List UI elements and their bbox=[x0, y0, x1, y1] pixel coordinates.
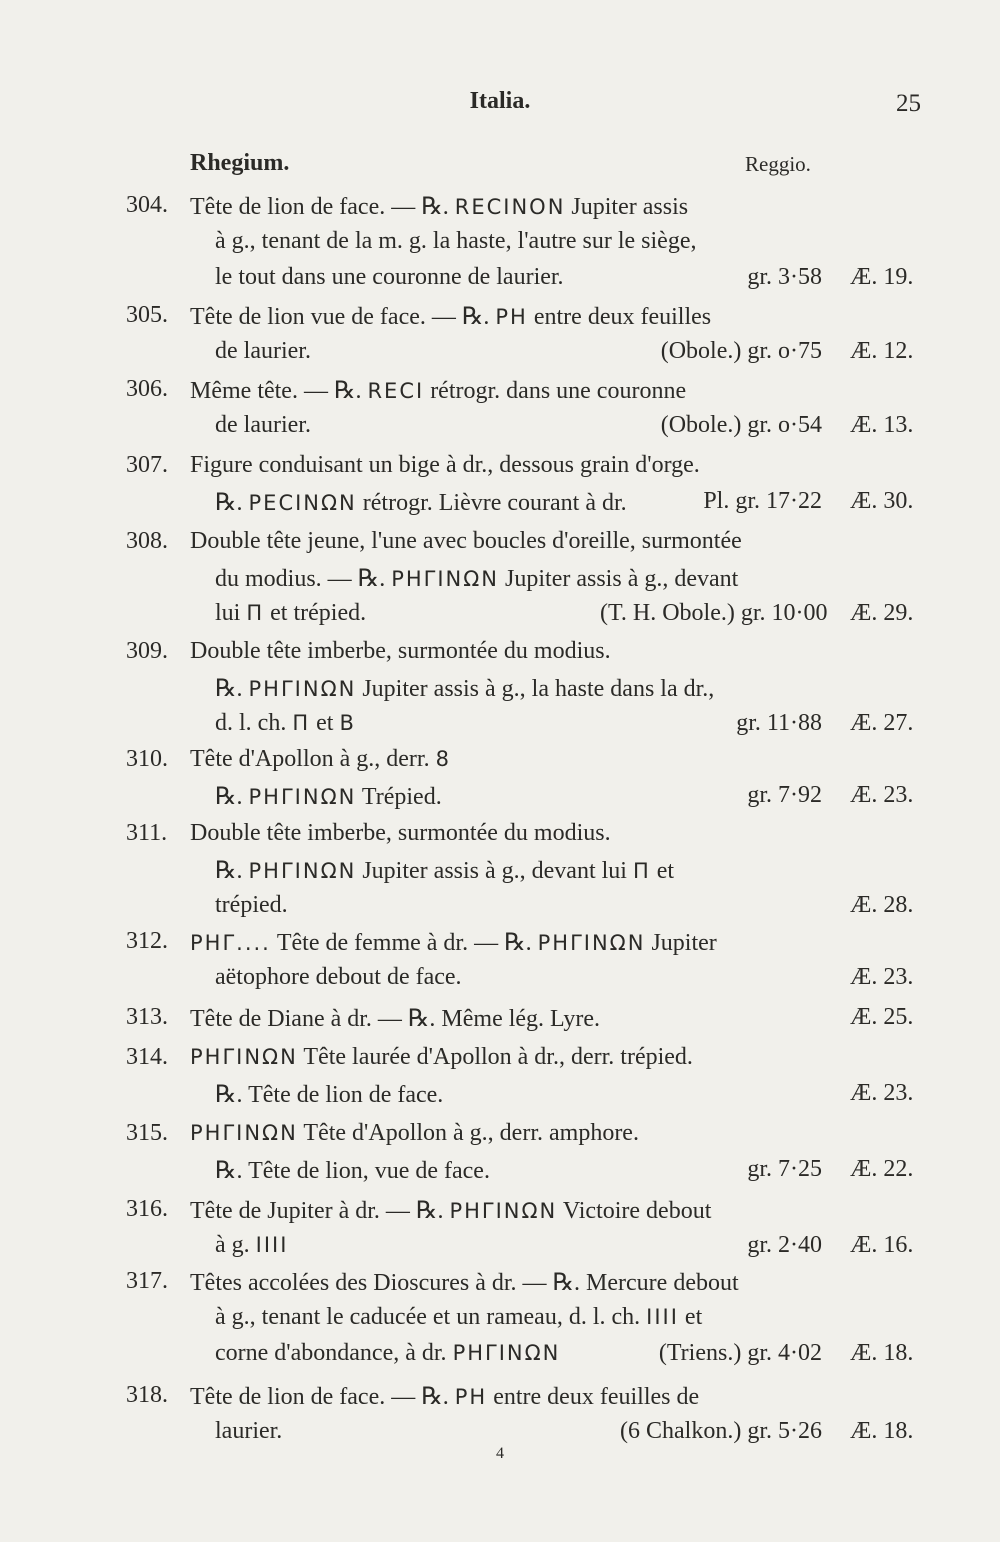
greek-legend: PHΓINΩN bbox=[248, 677, 357, 701]
entry-number: 318. bbox=[126, 1382, 168, 1408]
entry-line bbox=[190, 1268, 739, 1297]
description-text: et bbox=[316, 710, 334, 736]
metal-size: Æ. 23. bbox=[850, 1080, 914, 1106]
metal-size: Æ. 12. bbox=[850, 338, 914, 364]
description-text: ℞. Tête de lion, vue de face. bbox=[215, 1158, 490, 1184]
description-text: Tête de femme à dr. — ℞. bbox=[276, 930, 532, 956]
running-head-title: Italia. bbox=[469, 88, 531, 114]
entry-line bbox=[215, 264, 564, 291]
entry-number: 312. bbox=[126, 928, 168, 954]
description-text: ℞. bbox=[215, 858, 243, 884]
weight-reference: (Obole.) gr. o·54 bbox=[660, 412, 822, 438]
description-text: Tête de lion de face. — ℞. bbox=[190, 1384, 449, 1410]
entry-line bbox=[190, 302, 711, 331]
section-title: Rhegium. bbox=[190, 150, 290, 176]
description-text: Figure conduisant un bige à dr., dessous grain d'orge. bbox=[190, 452, 700, 478]
description-text: Victoire debout bbox=[562, 1198, 712, 1224]
description-text: Tête de Jupiter à dr. — ℞. bbox=[190, 1198, 444, 1224]
description-text: aëtophore debout de face. bbox=[215, 964, 462, 990]
entry-line bbox=[215, 338, 311, 365]
description-text: Trépied. bbox=[361, 784, 442, 810]
entry-line bbox=[190, 1196, 711, 1225]
description-text: de laurier. bbox=[215, 338, 311, 364]
entry-number: 305. bbox=[126, 302, 168, 328]
entry-line bbox=[215, 1304, 702, 1331]
entry-line bbox=[215, 228, 697, 255]
metal-size: Æ. 30. bbox=[850, 488, 914, 514]
description-text: Tête laurée d'Apollon à dr., derr. trépied. bbox=[303, 1044, 693, 1070]
entry-line bbox=[215, 782, 442, 811]
metal-size: Æ. 18. bbox=[850, 1340, 914, 1366]
entry-line bbox=[215, 964, 462, 991]
greek-legend: Π bbox=[632, 859, 651, 883]
greek-legend: RECINON bbox=[454, 195, 566, 219]
entry-line bbox=[190, 1120, 639, 1147]
greek-legend: 8 bbox=[435, 747, 451, 771]
entry-line bbox=[190, 376, 686, 405]
greek-legend: PH bbox=[454, 1385, 488, 1409]
greek-legend: PHΓINΩN bbox=[248, 785, 357, 809]
description-text: Double tête jeune, l'une avec boucles d'oreille, surmontée bbox=[190, 528, 742, 554]
description-text: trépied. bbox=[215, 892, 288, 918]
description-text: d. l. ch. bbox=[215, 710, 287, 736]
entry-line bbox=[190, 1044, 693, 1071]
metal-size: Æ. 29. bbox=[850, 600, 914, 626]
entry-line bbox=[215, 1232, 288, 1259]
metal-size: Æ. 18. bbox=[850, 1418, 914, 1444]
description-text: et bbox=[684, 1304, 703, 1330]
entry-line bbox=[215, 1418, 282, 1445]
weight-reference: (T. H. Obole.) gr. 10·00 bbox=[600, 600, 828, 626]
description-text: Tête d'Apollon à g., derr. bbox=[190, 746, 430, 772]
metal-size: Æ. 19. bbox=[850, 264, 914, 290]
entry-line bbox=[190, 528, 742, 555]
entry-line bbox=[215, 412, 311, 439]
weight-reference: gr. 7·25 bbox=[747, 1156, 822, 1182]
signature-mark: 4 bbox=[496, 1445, 504, 1462]
entry-line bbox=[190, 820, 611, 847]
description-text: Tête de Diane à dr. — ℞. Même lég. Lyre. bbox=[190, 1006, 601, 1032]
weight-reference: (Obole.) gr. o·75 bbox=[660, 338, 822, 364]
weight-reference: gr. 3·58 bbox=[747, 264, 822, 290]
description-text: et bbox=[656, 858, 675, 884]
description-text: ℞. bbox=[215, 490, 243, 516]
weight-reference: Pl. gr. 17·22 bbox=[703, 488, 822, 514]
description-text: ℞. Tête de lion de face. bbox=[215, 1082, 444, 1108]
entry-number: 310. bbox=[126, 746, 168, 772]
metal-size: Æ. 27. bbox=[850, 710, 914, 736]
metal-size: Æ. 22. bbox=[850, 1156, 914, 1182]
description-text: lui bbox=[215, 600, 241, 626]
greek-legend: PHΓINΩN bbox=[537, 931, 646, 955]
entry-line bbox=[215, 856, 674, 885]
metal-size: Æ. 23. bbox=[850, 964, 914, 990]
description-text: à g. bbox=[215, 1232, 250, 1258]
description-text: entre deux feuilles bbox=[533, 304, 712, 330]
description-text: Têtes accolées des Dioscures à dr. — ℞. Mercure debout bbox=[190, 1270, 739, 1296]
description-text: Même tête. — ℞. bbox=[190, 378, 362, 404]
entry-line bbox=[190, 192, 688, 221]
entry-number: 304. bbox=[126, 192, 168, 218]
entry-number: 311. bbox=[126, 820, 168, 846]
description-text: Double tête imberbe, surmontée du modius. bbox=[190, 820, 611, 846]
description-text: et trépied. bbox=[270, 600, 367, 626]
description-text: à g., tenant de la m. g. la haste, l'autre sur le siège, bbox=[215, 228, 697, 254]
metal-size: Æ. 23. bbox=[850, 782, 914, 808]
weight-reference: gr. 2·40 bbox=[747, 1232, 822, 1258]
section-modern-name: Reggio. bbox=[745, 152, 811, 176]
description-text: Jupiter assis à g., la haste dans la dr., bbox=[362, 676, 715, 702]
metal-size: Æ. 16. bbox=[850, 1232, 914, 1258]
greek-legend: PHΓINΩN bbox=[190, 1045, 298, 1069]
description-text: corne d'abondance, à dr. bbox=[215, 1340, 447, 1366]
metal-size: Æ. 13. bbox=[850, 412, 914, 438]
description-text: Jupiter assis bbox=[571, 194, 689, 220]
entry-number: 315. bbox=[126, 1120, 168, 1146]
greek-legend: PHΓINΩN bbox=[452, 1341, 561, 1365]
description-text: Double tête imberbe, surmontée du modius. bbox=[190, 638, 611, 664]
entry-line bbox=[215, 488, 627, 517]
greek-legend: B bbox=[339, 711, 356, 735]
entry-line bbox=[215, 600, 366, 627]
entry-line bbox=[215, 710, 356, 737]
greek-legend: RECI bbox=[367, 379, 425, 403]
greek-legend: PHΓINΩN bbox=[449, 1199, 558, 1223]
entry-line bbox=[190, 638, 611, 665]
description-text: entre deux feuilles de bbox=[493, 1384, 700, 1410]
greek-legend: PH bbox=[495, 305, 528, 329]
entry-number: 308. bbox=[126, 528, 168, 554]
entry-line bbox=[190, 452, 700, 479]
entry-number: 313. bbox=[126, 1004, 168, 1030]
entry-line bbox=[215, 1080, 443, 1109]
metal-size: Æ. 28. bbox=[850, 892, 914, 918]
entry-number: 307. bbox=[126, 452, 168, 478]
entry-line bbox=[215, 1156, 490, 1185]
entry-line bbox=[190, 1382, 699, 1411]
entry-line bbox=[215, 564, 738, 593]
weight-reference: gr. 7·92 bbox=[747, 782, 822, 808]
entry-line bbox=[215, 1340, 560, 1367]
description-text: le tout dans une couronne de laurier. bbox=[215, 264, 564, 290]
greek-legend: PHΓINΩN bbox=[248, 859, 357, 883]
greek-legend: IIII bbox=[255, 1233, 289, 1257]
entry-line bbox=[190, 746, 451, 773]
description-text: Tête d'Apollon à g., derr. amphore. bbox=[303, 1120, 639, 1146]
entry-number: 306. bbox=[126, 376, 168, 402]
description-text: ℞. bbox=[215, 676, 243, 702]
description-text: à g., tenant le caducée et un rameau, d. l. ch. bbox=[215, 1304, 641, 1330]
entry-number: 309. bbox=[126, 638, 168, 664]
entry-number: 316. bbox=[126, 1196, 168, 1222]
page-number: 25 bbox=[896, 90, 921, 117]
description-text: Jupiter bbox=[651, 930, 717, 956]
weight-reference: gr. 11·88 bbox=[736, 710, 822, 736]
greek-legend: PECINΩN bbox=[248, 491, 357, 515]
description-text: rétrogr. Lièvre courant à dr. bbox=[362, 490, 627, 516]
greek-legend: Π bbox=[246, 601, 265, 625]
greek-legend: PHΓINΩN bbox=[190, 1121, 298, 1145]
description-text: ℞. bbox=[215, 784, 243, 810]
weight-reference: (6 Chalkon.) gr. 5·26 bbox=[620, 1418, 822, 1444]
entry-line bbox=[190, 1004, 600, 1033]
description-text: de laurier. bbox=[215, 412, 311, 438]
description-text: Tête de lion vue de face. — ℞. bbox=[190, 304, 490, 330]
greek-legend: Π bbox=[292, 711, 311, 735]
description-text: Jupiter assis à g., devant bbox=[505, 566, 739, 592]
greek-legend: IIII bbox=[646, 1305, 679, 1329]
description-text: Jupiter assis à g., devant lui bbox=[362, 858, 627, 884]
description-text: Tête de lion de face. — ℞. bbox=[190, 194, 449, 220]
description-text: du modius. — ℞. bbox=[215, 566, 386, 592]
entry-line bbox=[215, 892, 288, 919]
greek-legend: PHΓ.... bbox=[190, 931, 271, 955]
weight-reference: (Triens.) gr. 4·02 bbox=[658, 1340, 822, 1366]
description-text: rétrogr. dans une couronne bbox=[430, 378, 687, 404]
metal-size: Æ. 25. bbox=[850, 1004, 914, 1030]
entry-number: 314. bbox=[126, 1044, 168, 1070]
greek-legend: PHΓINΩN bbox=[391, 567, 500, 591]
entry-number: 317. bbox=[126, 1268, 168, 1294]
description-text: laurier. bbox=[215, 1418, 283, 1444]
entry-line bbox=[215, 674, 714, 703]
entry-line bbox=[190, 928, 717, 957]
